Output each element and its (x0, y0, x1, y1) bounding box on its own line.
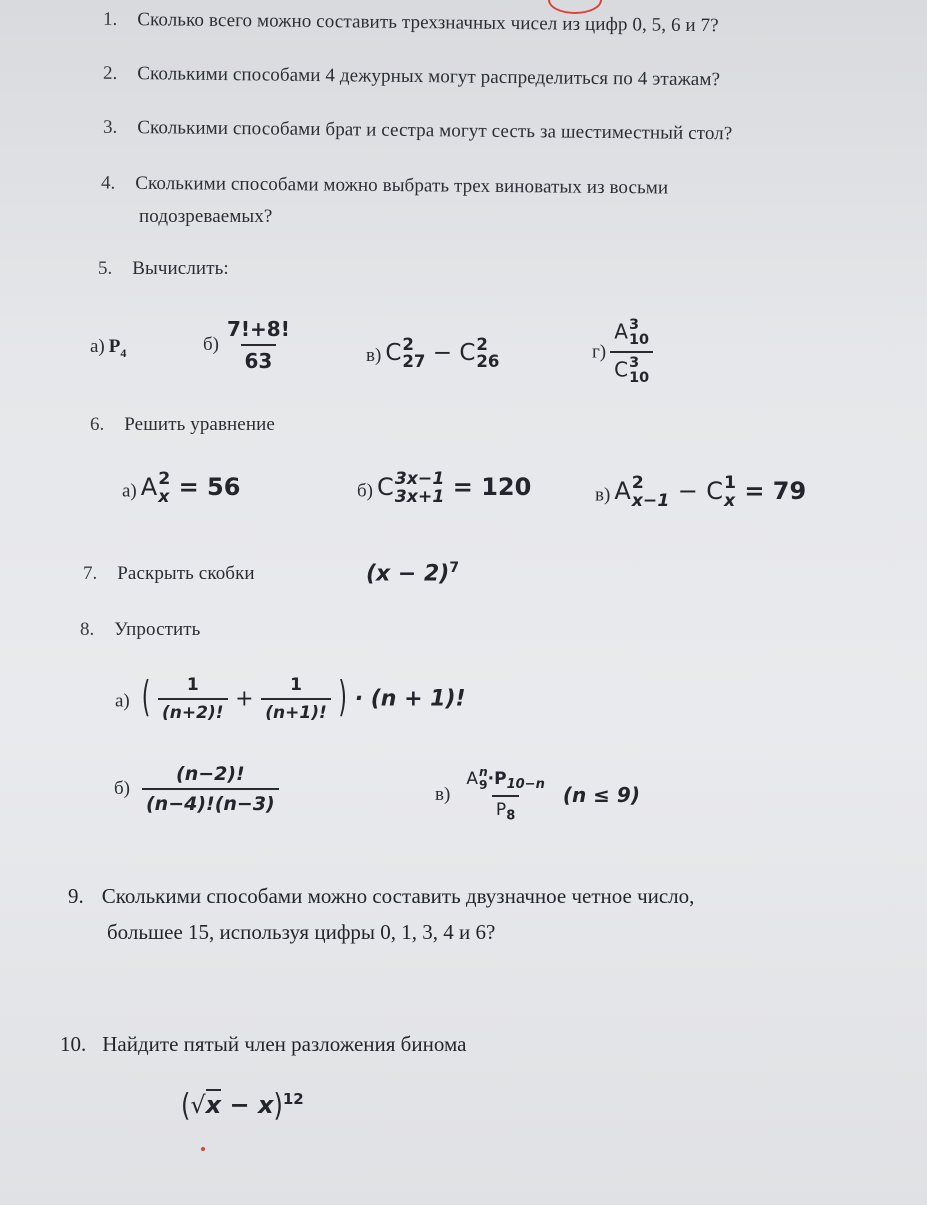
problem-text: Упростить (114, 619, 201, 640)
equation: C 3x−1 3x+1 = 120 (377, 469, 532, 508)
item-label: в) (366, 345, 382, 367)
problem-text: Найдите пятый член разложения бинома (102, 1032, 467, 1056)
p8-item-a (115, 675, 466, 723)
p6-item-v (595, 474, 806, 510)
problem-4 (101, 173, 668, 200)
item-label: а) (90, 336, 105, 357)
fraction (462, 766, 549, 824)
p5-item-b (203, 317, 294, 373)
problem-text: Сколькими способами брат и сестра могут сесть за шестиместный стол? (137, 117, 733, 145)
problem-3 (103, 117, 733, 146)
fraction (142, 763, 279, 815)
problem-text: Сколько всего можно составить трехзначных чисел из цифр 0, 5, 6 и 7? (137, 9, 719, 37)
problem-text: Решить уравнение (124, 414, 275, 435)
item-label: г) (592, 341, 607, 363)
denominator: 63 (241, 344, 277, 373)
problem-number: 2. (102, 62, 118, 84)
p6-item-b (357, 470, 531, 506)
problem-number: 4. (100, 172, 116, 194)
problem-number: 1. (102, 8, 118, 30)
p8-item-b (114, 763, 279, 815)
item-label: а) (115, 690, 130, 712)
problem-number: 10. (60, 1032, 87, 1056)
problem-number: 3. (102, 116, 118, 138)
problem-text: Вычислить: (132, 258, 229, 279)
denominator: (n−4)!(n−3) (142, 788, 279, 815)
fraction (610, 318, 653, 387)
p5-item-v (366, 336, 499, 371)
problem-number: 5. (98, 258, 113, 279)
problem-9 (68, 884, 694, 909)
problem-number: 7. (83, 563, 98, 584)
numerator: 7!+8! (227, 317, 290, 341)
problem-8 (80, 619, 200, 641)
combination-expression: C 2 27 − C 2 26 (385, 335, 500, 372)
denominator: $P_8$ (492, 795, 519, 823)
problem-number: 6. (90, 414, 105, 435)
problem-6 (90, 414, 275, 436)
equation: A 2 x−1 − C 1 x = 79 (614, 473, 807, 512)
item-label: а) (122, 480, 137, 502)
numerator: A n 9 $\cdot P_{10-n}$ (466, 765, 545, 793)
problem-number: 8. (80, 619, 95, 640)
p6-item-a (122, 470, 240, 506)
item-label: б) (357, 480, 373, 502)
condition: (n ≤ 9) (562, 782, 640, 807)
problem-7 (83, 563, 255, 585)
numerator: A 3 10 (614, 317, 649, 349)
problem-10 (60, 1032, 466, 1057)
problem-2 (103, 63, 720, 91)
problem-text-line-2: подозреваемых? (139, 206, 273, 227)
item-label: в) (435, 783, 451, 805)
p10-binomial: $(√x - x)^{12}$ (181, 1086, 304, 1124)
p8-item-v (435, 766, 640, 824)
equation: A 2 x = 56 (140, 469, 241, 508)
p7-expression: $(x - 2)^7$ (366, 560, 460, 587)
item-label: в) (595, 484, 611, 506)
problem-text-line-1: Сколькими способами можно составить двузначное четное число, (101, 884, 695, 908)
expression: ( $\frac{1}{(n+2)!}$ + $\frac{1}{(n+1)!}$ ) · (n + 1)! (141, 674, 466, 723)
red-dot-mark (201, 1147, 205, 1151)
problem-text-line-2: большее 15, используя цифры 0, 1, 3, 4 и 6? (107, 920, 496, 944)
numerator: (n−2)! (176, 763, 245, 785)
problem-1 (103, 9, 719, 37)
denominator: C 3 10 (610, 351, 653, 386)
problem-number: 9. (68, 884, 84, 908)
red-scribble-mark (548, 0, 602, 14)
problem-text-line-1: Сколькими способами можно выбрать трех виноватых из восьми (135, 172, 669, 199)
p5-item-a (90, 336, 126, 361)
fraction (223, 317, 294, 373)
problem-text: Раскрыть скобки (117, 563, 255, 584)
item-label: б) (114, 778, 130, 799)
p5-item-g (592, 318, 653, 387)
problem-text: Сколькими способами 4 дежурных могут распределиться по 4 этажам? (137, 63, 721, 91)
item-label: б) (203, 334, 219, 355)
p4-symbol: $P_4$ (108, 336, 127, 360)
problem-5 (98, 258, 229, 280)
